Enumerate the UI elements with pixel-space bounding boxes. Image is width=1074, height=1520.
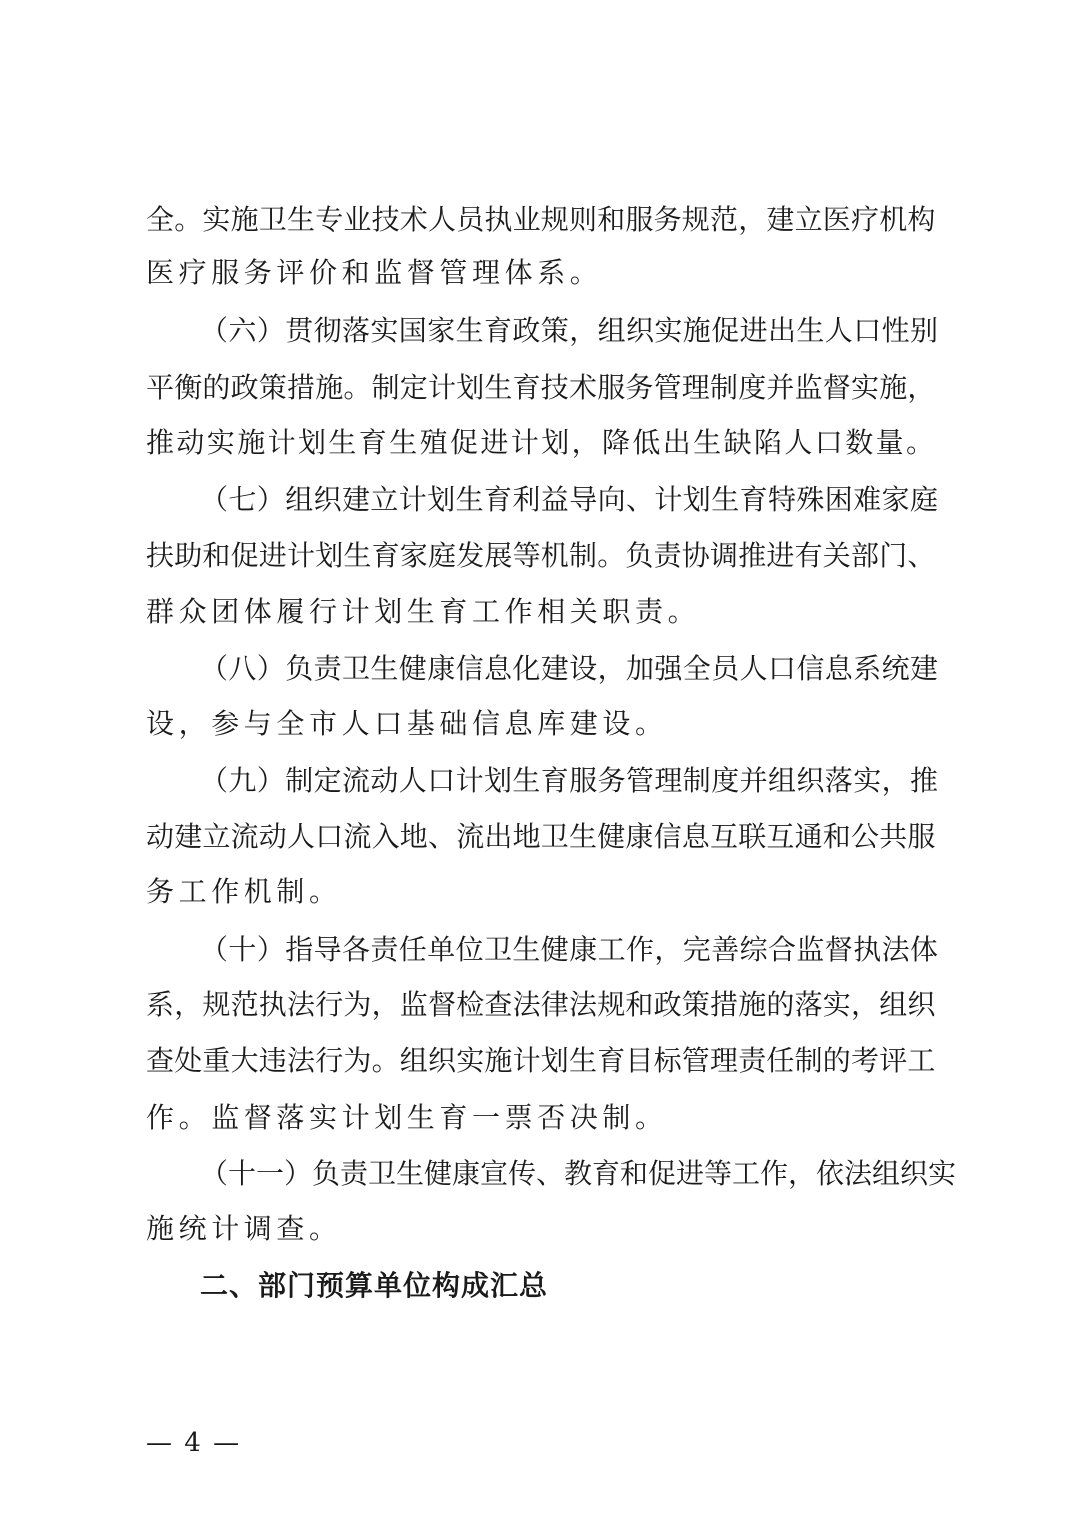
- text-line: （八）负责卫生健康信息化建设，加强全员人口信息系统建: [200, 652, 939, 685]
- text-line: （十一）负责卫生健康宣传、教育和促进等工作，依法组织实: [200, 1157, 957, 1190]
- text-line: 推动实施计划生育生殖促进计划，降低出生缺陷人口数量。: [146, 426, 937, 459]
- text-line: 查处重大违法行为。组织实施计划生育目标管理责任制的考评工: [146, 1044, 936, 1077]
- text-line: 全。实施卫生专业技术人员执业规则和服务规范，建立医疗机构: [146, 203, 936, 236]
- text-line: （九）制定流动人口计划生育服务管理制度并组织落实，推: [200, 764, 939, 797]
- page-number: — 4 —: [146, 1428, 242, 1458]
- text-line: 作。监督落实计划生育一票否决制。: [146, 1101, 668, 1134]
- text-line: （七）组织建立计划生育利益导向、计划生育特殊困难家庭: [200, 483, 939, 516]
- text-line: 动建立流动人口流入地、流出地卫生健康信息互联互通和公共服: [146, 820, 936, 853]
- text-line: 务工作机制。: [146, 875, 342, 908]
- text-line: 系，规范执法行为，监督检查法律法规和政策措施的落实，组织: [146, 988, 936, 1021]
- text-line: （十）指导各责任单位卫生健康工作，完善综合监督执法体: [200, 933, 939, 966]
- text-line: （六）贯彻落实国家生育政策，组织实施促进出生人口性别: [200, 314, 939, 347]
- section-heading: 二、部门预算单位构成汇总: [200, 1269, 549, 1302]
- text-line: 平衡的政策措施。制定计划生育技术服务管理制度并监督实施，: [146, 371, 936, 404]
- text-line: 设，参与全市人口基础信息库建设。: [146, 707, 668, 740]
- text-line: 群众团体履行计划生育工作相关职责。: [146, 595, 701, 628]
- text-line: 施统计调查。: [146, 1212, 342, 1245]
- text-line: 医疗服务评价和监督管理体系。: [146, 256, 603, 289]
- text-line: 扶助和促进计划生育家庭发展等机制。负责协调推进有关部门、: [146, 539, 936, 572]
